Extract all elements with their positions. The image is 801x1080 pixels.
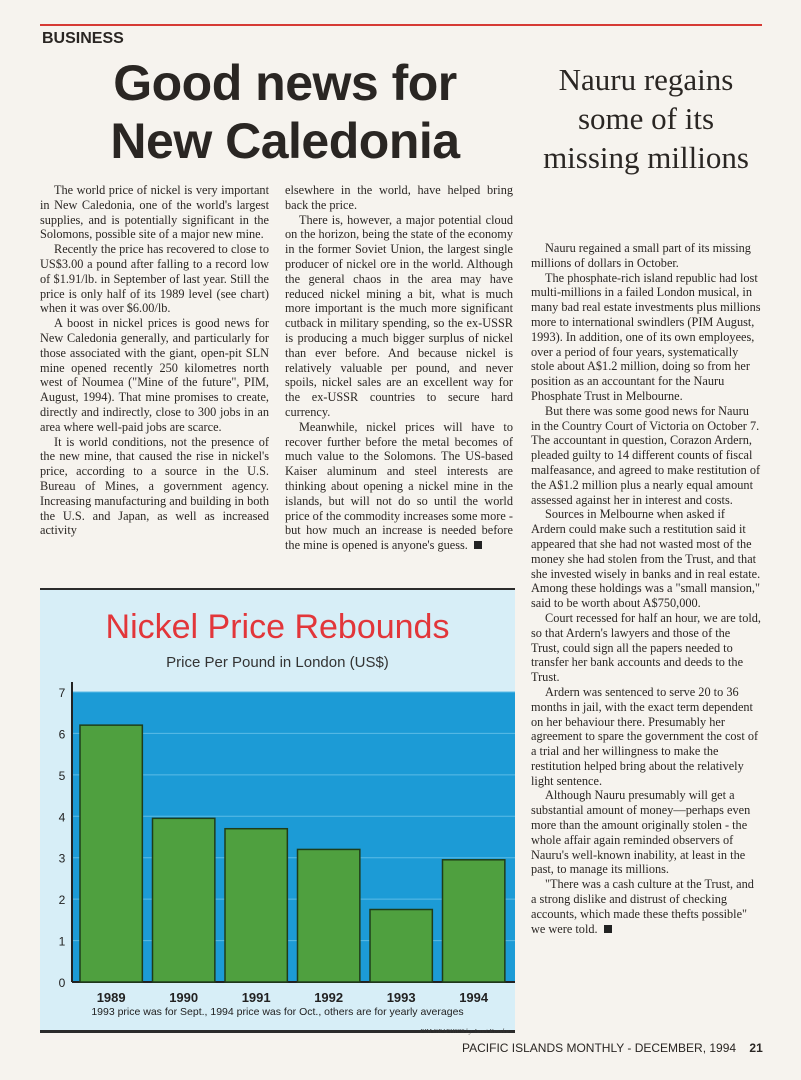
paragraph: elsewhere in the world, have helped bring back the price. (285, 183, 513, 212)
x-tick-label: 1990 (169, 990, 199, 1005)
paragraph: Ardern was sentenced to serve 20 to 36 months in jail, with the exact term dependent on her behaviour there. Presumably her agreement to spare the government the cost of a trial and her willingness to make the restitution helped bring about the relatively light sentence. (531, 684, 759, 788)
section-label: BUSINESS (42, 30, 124, 47)
article-column-3 (531, 241, 761, 936)
footer-publication: PACIFIC ISLANDS MONTHLY - DECEMBER, 1994 (462, 1041, 737, 1055)
y-tick-label: 0 (58, 976, 66, 990)
chart-bar (298, 849, 360, 982)
chart-bar (370, 910, 432, 983)
main-headline (60, 54, 510, 170)
y-tick-label: 5 (58, 768, 66, 783)
article-column-1 (40, 183, 269, 538)
x-tick-label: 1994 (459, 990, 489, 1005)
x-tick-label: 1992 (314, 990, 344, 1005)
end-mark (474, 541, 482, 549)
headline-line-2: New Caledonia (110, 113, 460, 169)
y-tick-label: 1 (58, 934, 66, 949)
paragraph-text: Meanwhile, nickel prices will have to recover further before the metal becomes of much value to the Solomons. The US-based Kaiser aluminum and steel interests are thinking about opening a nickel mine in the islands, but will not do so until the world price of the commodity increases some more - but how much an increase is needed before the mine is opened is anyone's guess. (285, 419, 513, 553)
paragraph: It is world conditions, not the presence of the new mine, that caused the rise in nickel's price, according to a source in the U.S. Bureau of Mines, a government agency. Increasing manufacturing and building in both the U.S. and Japan, as well as increased activity (40, 434, 269, 538)
paragraph: The phosphate-rich island republic had lost multi-millions in a failed London musical, in many bad real estate investments plus millions more to international swindlers (PIM August, 1993). In addition, one of its own employees, over a period of four years, systematically stole about A$1.2 million, doing so from her position as an accountant for the Nauru Phosphate Trust in Melbourne. (531, 270, 761, 403)
x-tick-label: 1993 (386, 990, 416, 1005)
top-rule (40, 24, 762, 26)
paragraph: Court recessed for half an hour, we are told, so that Ardern's lawyers and those of the Trust, could sign all the papers needed to transfer her bank accounts and deeds to the Trust. (531, 610, 761, 685)
paragraph-text: "There was a cash culture at the Trust, and a strong dislike and distrust of checking accounts, which made these thefts possible" we were told. (531, 877, 754, 936)
x-tick-label: 1991 (241, 990, 271, 1005)
side-headline: Nauru regains some of its missing millions (543, 62, 749, 175)
paragraph (531, 877, 761, 936)
chart-note: 1993 price was for Sept., 1994 price was for Oct., others are for yearly averages (91, 1006, 464, 1018)
y-tick-label: 2 (58, 893, 66, 908)
graphic-credit: PIM GRAPHICS by Janet Kasuku (420, 1028, 509, 1035)
y-tick-label: 3 (58, 851, 66, 866)
paragraph (285, 420, 513, 553)
y-tick-label: 4 (58, 810, 66, 825)
chart-title: Nickel Price Rebounds (105, 608, 450, 646)
nickel-price-chart (40, 588, 515, 1033)
page-footer (462, 1041, 763, 1055)
headline-line-1: Good news for (113, 55, 457, 111)
paragraph: Nauru regained a small part of its missing millions of dollars in October. (531, 241, 751, 270)
paragraph: There is, however, a major potential cloud on the horizon, being the state of the economy in the former Soviet Union, the largest single producer of nickel ore in the world. Although the general chaos in the area may have reduced nickel mining a bit, what is much more important is the much more significant cutback in military spending, so the ex-USSR is producing a much bigger surplus of nickel than ever before. And because nickel is relatively valuable per pound, and never spoils, nickel sales are an excellent way for the ex-USSR countries to secure hard currency. (285, 212, 513, 419)
paragraph: A boost in nickel prices is good news for New Caledonia generally, and particularly for those associated with the giant, open-pit SLN mine opened recently 250 kilometres north west of Noumea ("Mine of the future", PIM, August, 1994). That mine promises to create, directly and indirectly, close to 300 jobs in an area where well-paid jobs are scarce. (40, 316, 269, 434)
article-column-2 (285, 183, 513, 553)
chart-bar (80, 725, 142, 982)
paragraph: Although Nauru presumably will get a substantial amount of money—perhaps even more than the amount originally stolen - the whole affair again reminded observers of Nauru's well-known inability, at least in the past, to manage its millions. (531, 788, 751, 877)
chart-bar (443, 860, 505, 982)
y-tick-label: 7 (58, 686, 66, 700)
paragraph: Sources in Melbourne when asked if Ardern could make such a restitution said it appeared that she had not wasted most of the money she had stolen from the Trust, and that she invested wisely in banks and in real estate. Among these holdings was a "small mansion," said to be worth about A$750,000. (531, 507, 761, 611)
paragraph: Recently the price has recovered to close to US$3.00 a pound after falling to a record low of $1.91/lb. in September of last year. Still the price is only half of its 1989 level (see chart) when it was over $6.00/lb. (40, 242, 269, 316)
end-mark (604, 925, 612, 933)
x-tick-label: 1989 (96, 990, 126, 1005)
chart-bar (225, 829, 287, 982)
paragraph: The world price of nickel is very important in New Caledonia, one of the world's largest supplies, and is potentially significant in the Solomons, possible site of a major new mine. (40, 183, 269, 242)
chart-subtitle: Price Per Pound in London (US$) (166, 654, 389, 671)
paragraph: But there was some good news for Nauru in the Country Court of Victoria on October 7. The accountant in question, Corazon Ardern, pleaded guilty to 14 different counts of fiscal malfeasance, and agreed to make restitution of the A$1.2 million plus a nearly equal amount assessed against her in interest and costs. (531, 403, 761, 507)
y-tick-label: 6 (58, 727, 66, 742)
page-number: 21 (749, 1041, 763, 1055)
chart-bar (153, 818, 215, 982)
